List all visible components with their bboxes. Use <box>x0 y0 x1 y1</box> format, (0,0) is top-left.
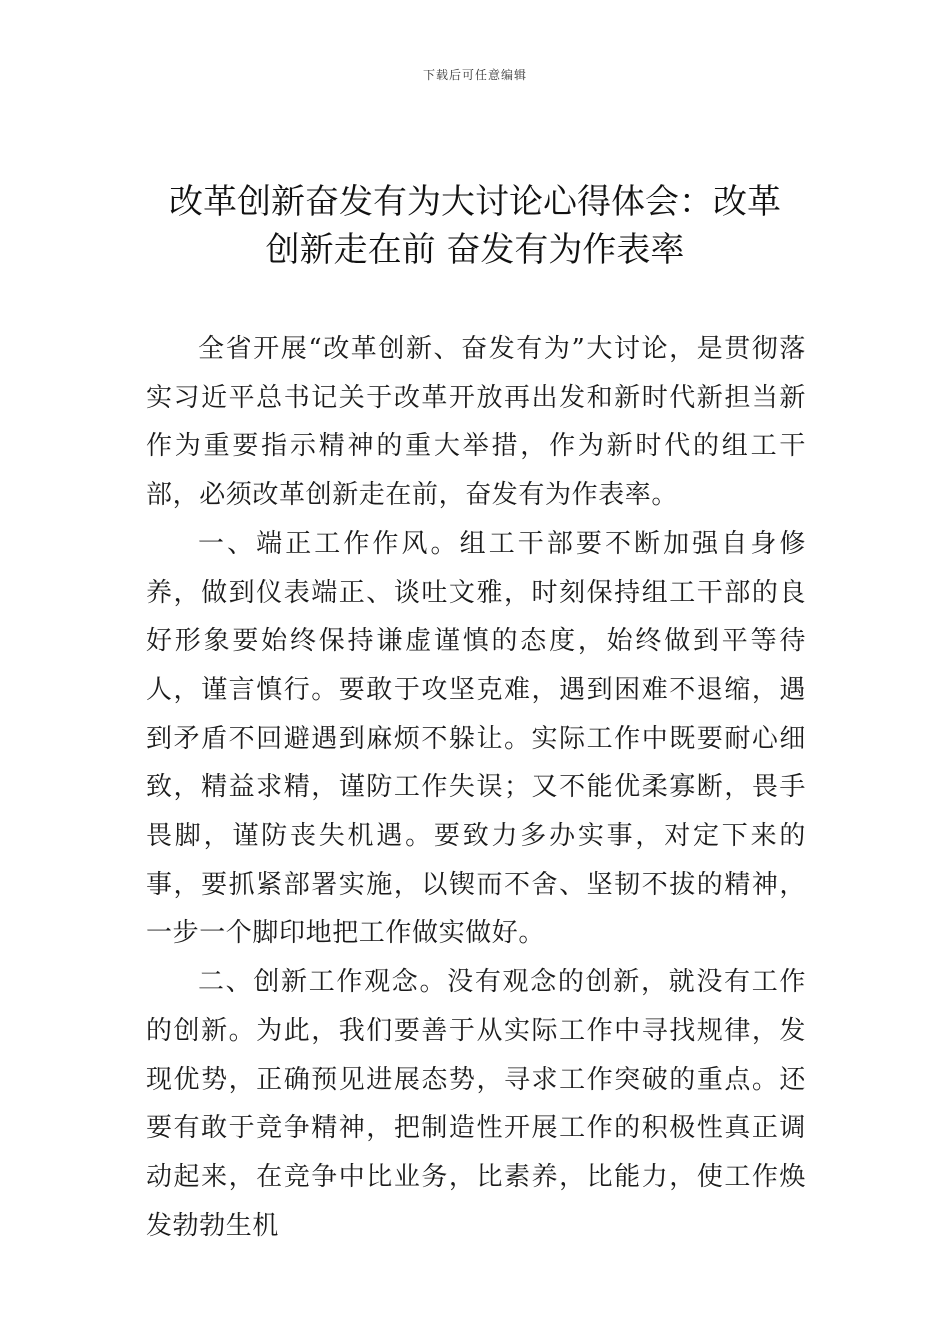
paragraph-work-concept: 二、创新工作观念。没有观念的创新，就没有工作的创新。为此，我们要善于从实际工作中寻找规律，发现优势，正确预见进展态势，寻求工作突破的重点。还要有敢于竞争精神，把制造性开展工作的积极性真正调动起来，在竞争中比业务，比素养，比能力，使工作焕发勃勃生机 <box>146 967 806 1241</box>
paragraph-intro: 全省开展“改革创新、奋发有为”大讨论，是贯彻落实习近平总书记关于改革开放再出发和新时代新担当新作为重要指示精神的重大举措，作为新时代的组工干部，必须改革创新走在前，奋发有为作表率。 <box>146 334 806 511</box>
paragraph-work-style: 一、端正工作作风。组工干部要不断加强自身修养，做到仪表端正、谈吐文雅，时刻保持组工干部的良好形象要始终保持谦虚谨慎的态度，始终做到平等待人，谨言慎行。要敢于攻坚克难，遇到困难不退缩，遇到矛盾不回避遇到麻烦不躲让。实际工作中既要耐心细致，精益求精，谨防工作失误；又不能优柔寡断，畏手畏脚，谨防丧失机遇。要致力多办实事，对定下来的事，要抓紧部署实施，以锲而不舍、坚韧不拔的精神，一步一个脚印地把工作做实做好。 <box>146 528 806 949</box>
header-note: 下载后可任意编辑 <box>422 68 527 82</box>
document-title <box>140 178 810 274</box>
title-line-1: 改革创新奋发有为大讨论心得体会：改革 <box>169 182 781 222</box>
document-body <box>146 325 806 1250</box>
title-line-2: 创新走在前 奋发有为作表率 <box>265 230 685 270</box>
